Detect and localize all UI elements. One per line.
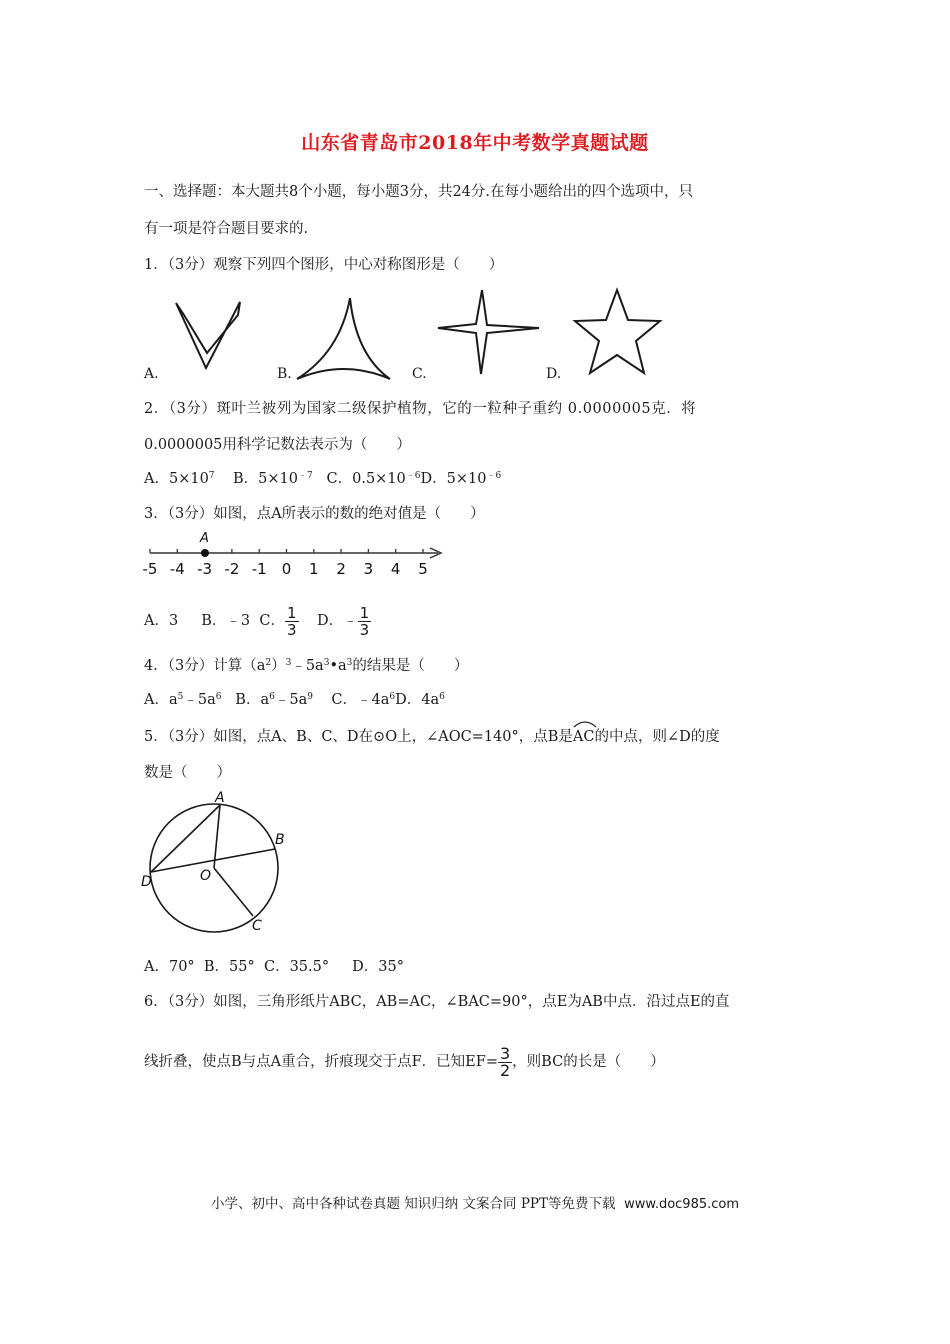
tick-label: 2 (336, 560, 346, 578)
q5-option-a: A．70° (144, 959, 195, 975)
q4-stem: 4．（3分）计算$(a^2)^3﹣5a^3•a^3$的结果是（ ） (144, 658, 469, 674)
point-a-label: A (200, 531, 209, 546)
q5-circle-figure (138, 788, 298, 938)
figure-a-chevron (176, 302, 240, 368)
q6-fraction: $\frac{3}{2}$ (499, 1043, 511, 1080)
q2-line2: 0.0000005用科学记数法表示为（ ） (144, 437, 411, 453)
q5-line1: 5．（3分）如图，点A、B、C、D在⊙O上，∠AOC=140°，点B是 AC的中点，则∠D的度 (144, 727, 720, 747)
q3-option-a: A．3 (144, 613, 179, 629)
point-a-dot (201, 549, 209, 557)
q5-option-b: B．55° (203, 959, 255, 975)
label-b: B (275, 832, 285, 848)
q3-option-c: C． (259, 613, 285, 629)
q4-option-d: D．4a (395, 692, 440, 708)
tick-label: 4 (390, 560, 401, 578)
tick-label: -3 (197, 560, 213, 578)
q1-label-b: B. (277, 366, 292, 382)
q5-options (144, 957, 404, 977)
q1-label-d: D. (546, 366, 562, 382)
q3-option-b: B．﹣3 (201, 613, 251, 629)
footer (0, 1192, 950, 1212)
segment-db (151, 849, 275, 872)
q2-option-b-exp: ﹣7 (297, 471, 313, 481)
q4-option-a: A．a (144, 692, 178, 708)
q4-option-c: C．﹣4a (331, 692, 390, 708)
q3-option-d-minus: ﹣ (343, 613, 358, 629)
tick-label: 0 (281, 560, 292, 578)
label-a: A (215, 790, 225, 806)
segment-ao (214, 805, 220, 868)
q3-option-d: D． (316, 613, 344, 629)
section-intro-line1: 一、选择题：本大题共8个小题，每小题3分，共24分.在每小题给出的四个选项中，只 (144, 184, 694, 200)
segment-ad (151, 805, 220, 872)
q2-option-a-exp: 7 (208, 471, 215, 481)
q1-figures (140, 285, 680, 385)
tick-label: -2 (224, 560, 240, 578)
q3-option-c-fraction: $\frac{1}{3}$ (286, 603, 297, 639)
q2-option-c: C．0.5×10 (326, 471, 406, 487)
q5-option-d: D．35° (352, 959, 404, 975)
page-title: 山东省青岛市2018年中考数学真题试题 (301, 132, 649, 154)
q2-options (144, 469, 501, 489)
q1-label-a: A. (144, 366, 159, 382)
q6-line2: 线折叠，使点B与点A重合，折痕现交于点F．已知EF= $\frac{3}{2}$ ，则BC的长是（ ） (144, 1043, 665, 1080)
q6-line1: 6．（3分）如图，三角形纸片ABC，AB=AC，∠BAC=90°，点E为AB中点．沿过点E的直 (144, 994, 730, 1010)
q2-option-c-exp: ﹣6 (405, 471, 421, 481)
q2-option-d-exp: ﹣6 (486, 471, 502, 481)
figure-c-four-point-star (438, 290, 539, 374)
q3-number-line (138, 528, 458, 580)
segment-oc (214, 868, 253, 916)
q3-option-d-fraction: $\frac{1}{3}$ (359, 603, 370, 639)
arc-ac: AC (573, 727, 595, 747)
q2-option-d: D．5×10 (420, 471, 487, 487)
figure-b-curved-triangle (297, 298, 390, 379)
q3-stem: 3．（3分）如图，点A所表示的数的绝对值是（ ） (144, 506, 485, 522)
q2-line1: 2．（3分）斑叶兰被列为国家二级保护植物，它的一粒种子重约 0.0000005克．将 (144, 401, 697, 417)
section-intro-line2: 有一项是符合题目要求的. (144, 221, 309, 237)
q4-option-b: B．a (235, 692, 270, 708)
footer-text: 小学、初中、高中各种试卷真题 知识归纳 文案合同 PPT等免费下载 (210, 1196, 616, 1212)
q1-stem: 1．（3分）观察下列四个图形，中心对称图形是（ ） (144, 257, 504, 273)
q3-options (144, 604, 371, 638)
tick-label: 3 (363, 560, 374, 578)
tick-label: -4 (169, 560, 185, 578)
tick-label: 5 (418, 560, 428, 578)
tick-label: 1 (309, 560, 319, 578)
label-o: O (200, 868, 212, 884)
figure-d-five-point-star (575, 290, 660, 373)
tick-label: -5 (142, 560, 158, 578)
footer-url-link[interactable]: www.doc985.com (624, 1197, 740, 1212)
q2-option-b: B．5×10 (232, 471, 298, 487)
tick-label: -1 (251, 560, 267, 578)
q4-options: A．$a^5﹣5a^6$ B．$a^6﹣5a^9$ C．$﹣4a^6D$．$4a^6$ (144, 692, 445, 708)
q5-option-c: C．35.5° (263, 959, 330, 975)
q1-label-c: C. (412, 366, 427, 382)
q5-line2: 数是（ ） (144, 765, 231, 781)
label-d: D (141, 874, 152, 890)
label-c: C (252, 918, 262, 934)
q2-option-a: A．5×10 (144, 471, 209, 487)
